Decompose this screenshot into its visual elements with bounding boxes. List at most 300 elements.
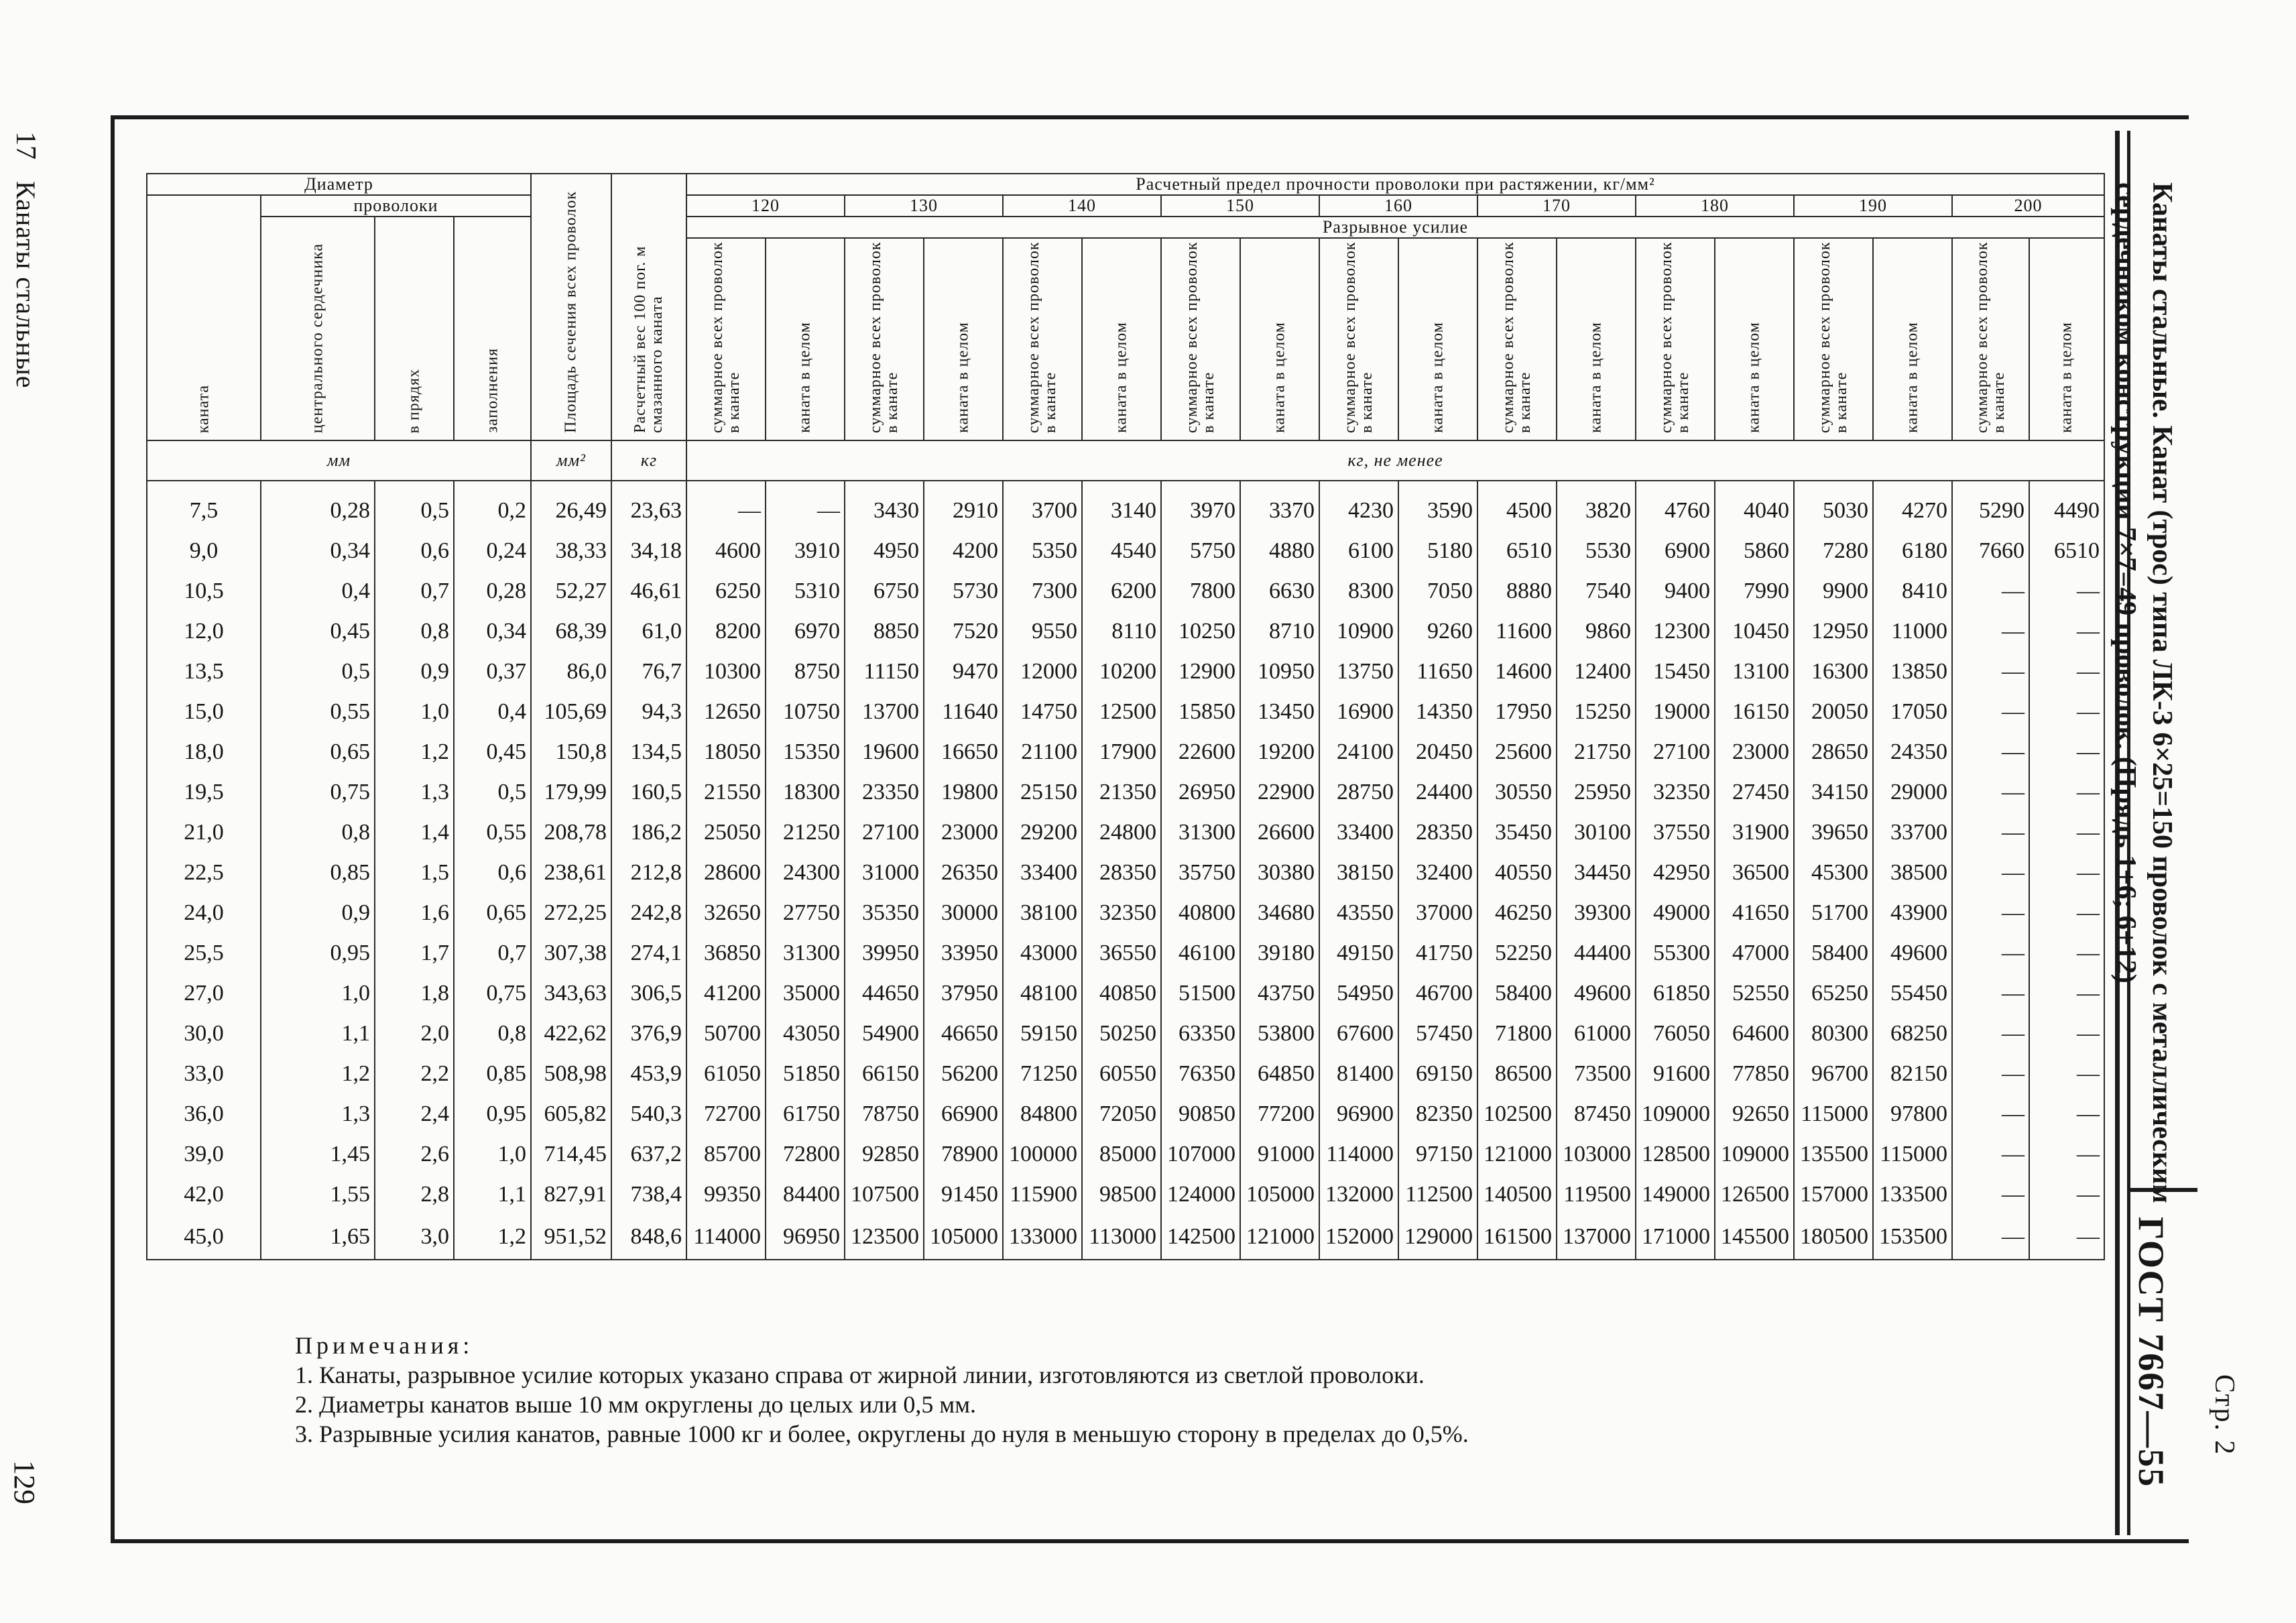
table-cell: 0,7 <box>375 571 454 611</box>
table-cell: 27100 <box>1636 732 1715 772</box>
table-cell: — <box>1952 732 2029 772</box>
table-row <box>147 611 2104 652</box>
table-cell: 114000 <box>686 1215 766 1260</box>
table-cell: 153500 <box>1873 1215 1952 1260</box>
table-cell: — <box>1952 772 2029 813</box>
unit-weight: кг <box>611 440 686 481</box>
table-cell: 64850 <box>1240 1054 1319 1094</box>
table-row <box>147 692 2104 732</box>
table-cell: — <box>2029 571 2104 611</box>
table-cell: 6510 <box>2029 531 2104 571</box>
table-cell: 3820 <box>1557 491 1636 531</box>
table-cell: 150,8 <box>531 732 611 772</box>
table-cell: — <box>2029 652 2104 692</box>
table-row <box>147 571 2104 611</box>
table-cell: 76050 <box>1636 1014 1715 1054</box>
header-whole-170: каната в целом <box>1557 238 1636 440</box>
table-cell: 8300 <box>1319 571 1398 611</box>
table-cell: 46,61 <box>611 571 686 611</box>
table-cell: 97800 <box>1873 1094 1952 1134</box>
header-diameter: Диаметр <box>147 174 531 195</box>
table-cell: 7520 <box>924 611 1003 652</box>
table-cell: 96950 <box>766 1215 845 1260</box>
table-cell: 32350 <box>1636 772 1715 813</box>
table-cell: 26,49 <box>531 491 611 531</box>
header-rope: каната <box>147 195 261 440</box>
table-cell: 12000 <box>1003 652 1082 692</box>
table-cell: 41750 <box>1398 933 1477 973</box>
table-cell: 27100 <box>845 813 924 853</box>
table-cell: 31900 <box>1715 813 1794 853</box>
table-cell: — <box>2029 1215 2104 1260</box>
table-cell: 77200 <box>1240 1094 1319 1134</box>
header-gap <box>147 481 2104 491</box>
table-cell: 3970 <box>1161 491 1240 531</box>
table-cell: 0,9 <box>375 652 454 692</box>
table-cell: 42,0 <box>147 1175 261 1215</box>
header-whole-130: каната в целом <box>924 238 1003 440</box>
table-cell: — <box>2029 1094 2104 1134</box>
table-cell: 18,0 <box>147 732 261 772</box>
table-cell: 10950 <box>1240 652 1319 692</box>
table-cell: 27,0 <box>147 973 261 1014</box>
table-cell: 63350 <box>1161 1014 1240 1054</box>
table-cell: 738,4 <box>611 1175 686 1215</box>
table-cell: 8110 <box>1082 611 1161 652</box>
table-cell: 32400 <box>1398 853 1477 893</box>
table-cell: 208,78 <box>531 813 611 853</box>
table-cell: 24400 <box>1398 772 1477 813</box>
table-cell: — <box>1952 692 2029 732</box>
table-cell: 100000 <box>1003 1134 1082 1175</box>
table-cell: 0,8 <box>454 1014 531 1054</box>
table-cell: — <box>1952 893 2029 933</box>
table-cell: 42950 <box>1636 853 1715 893</box>
table-cell: 0,95 <box>261 933 375 973</box>
table-cell: 43000 <box>1003 933 1082 973</box>
table-cell: 84400 <box>766 1175 845 1215</box>
table-cell: 12650 <box>686 692 766 732</box>
table-cell: 25150 <box>1003 772 1082 813</box>
table-cell: 109000 <box>1715 1134 1794 1175</box>
table-cell: 26350 <box>924 853 1003 893</box>
table-cell: 80300 <box>1794 1014 1873 1054</box>
table-cell: 133000 <box>1003 1215 1082 1260</box>
table-row <box>147 813 2104 853</box>
table-cell: — <box>2029 692 2104 732</box>
table-cell: — <box>1952 1054 2029 1094</box>
table-cell: 6510 <box>1477 531 1557 571</box>
table-cell: 30,0 <box>147 1014 261 1054</box>
table-cell: 33950 <box>924 933 1003 973</box>
table-cell: 34150 <box>1794 772 1873 813</box>
table-cell: — <box>1952 1175 2029 1215</box>
table-cell: — <box>2029 1175 2104 1215</box>
table-cell: 11000 <box>1873 611 1952 652</box>
table-cell: 0,85 <box>261 853 375 893</box>
table-cell: 26950 <box>1161 772 1240 813</box>
table-cell: 14350 <box>1398 692 1477 732</box>
header-whole-150: каната в целом <box>1240 238 1319 440</box>
table-cell: 24100 <box>1319 732 1398 772</box>
table-cell: 3700 <box>1003 491 1082 531</box>
header-sum-180: суммарное всех проволок в канате <box>1636 238 1715 440</box>
table-cell: 61750 <box>766 1094 845 1134</box>
header-sum-120: суммарное всех проволок в канате <box>686 238 766 440</box>
table-cell: — <box>1952 813 2029 853</box>
folio-number: 129 <box>8 1460 41 1504</box>
table-row <box>147 893 2104 933</box>
table-cell: 39,0 <box>147 1134 261 1175</box>
table-cell: 12950 <box>1794 611 1873 652</box>
strength-160: 160 <box>1319 195 1477 217</box>
table-cell: 52250 <box>1477 933 1557 973</box>
table-cell: 7990 <box>1715 571 1794 611</box>
table-cell: 9900 <box>1794 571 1873 611</box>
table-cell: 115900 <box>1003 1175 1082 1215</box>
table-cell: 6250 <box>686 571 766 611</box>
table-cell: 99350 <box>686 1175 766 1215</box>
table-cell: 2,2 <box>375 1054 454 1094</box>
table-cell: 1,6 <box>375 893 454 933</box>
header-sum-190: суммарное всех проволок в канате <box>1794 238 1873 440</box>
table-cell: 1,2 <box>375 732 454 772</box>
table-cell: 5750 <box>1161 531 1240 571</box>
table-cell: 105000 <box>1240 1175 1319 1215</box>
table-cell: 49600 <box>1873 933 1952 973</box>
header-area: Площадь сечения всех проволок <box>531 174 611 440</box>
table-cell: 50700 <box>686 1014 766 1054</box>
strength-130: 130 <box>845 195 1003 217</box>
table-cell: 114000 <box>1319 1134 1398 1175</box>
table-cell: 0,45 <box>261 611 375 652</box>
table-cell: 9260 <box>1398 611 1477 652</box>
table-cell: 85000 <box>1082 1134 1161 1175</box>
table-cell: 5730 <box>924 571 1003 611</box>
table-cell: 77850 <box>1715 1054 1794 1094</box>
table-cell: 540,3 <box>611 1094 686 1134</box>
table-cell: 41650 <box>1715 893 1794 933</box>
header-sum-150: суммарное всех проволок в канате <box>1161 238 1240 440</box>
table-cell: 1,2 <box>454 1215 531 1260</box>
table-cell: 15350 <box>766 732 845 772</box>
table-cell: 25050 <box>686 813 766 853</box>
table-cell: 105000 <box>924 1215 1003 1260</box>
table-cell: — <box>766 491 845 531</box>
table-cell: 43550 <box>1319 893 1398 933</box>
header-wire: проволоки <box>261 195 531 217</box>
table-cell: 14750 <box>1003 692 1082 732</box>
table-cell: 46650 <box>924 1014 1003 1054</box>
table-cell: — <box>2029 1054 2104 1094</box>
table-cell: 22,5 <box>147 853 261 893</box>
table-cell: 10300 <box>686 652 766 692</box>
table-cell: — <box>1952 1094 2029 1134</box>
document-title: Канаты стальные. Канат (трос) типа ЛК-З 6×25=150 проволок с металлическим сердечником конструкции 7×7=49 проволок. (Прядь 1+6; 6+12) <box>2110 182 2177 1203</box>
table-cell: 72800 <box>766 1134 845 1175</box>
header-sum-170: суммарное всех проволок в канате <box>1477 238 1557 440</box>
table-cell: 0,95 <box>454 1094 531 1134</box>
table-cell: 20050 <box>1794 692 1873 732</box>
table-cell: 36550 <box>1082 933 1161 973</box>
table-cell: 6200 <box>1082 571 1161 611</box>
table-cell: 20450 <box>1398 732 1477 772</box>
table-cell: 0,34 <box>261 531 375 571</box>
table-cell: 39300 <box>1557 893 1636 933</box>
table-cell: 98500 <box>1082 1175 1161 1215</box>
table-cell: 7540 <box>1557 571 1636 611</box>
table-cell: 115000 <box>1873 1134 1952 1175</box>
table-cell: 13850 <box>1873 652 1952 692</box>
table-cell: 45300 <box>1794 853 1873 893</box>
table-cell: 0,75 <box>261 772 375 813</box>
table-cell: — <box>1952 853 2029 893</box>
table-cell: 605,82 <box>531 1094 611 1134</box>
table-cell: 453,9 <box>611 1054 686 1094</box>
table-cell: 9860 <box>1557 611 1636 652</box>
table-cell: 5860 <box>1715 531 1794 571</box>
table-cell: 91450 <box>924 1175 1003 1215</box>
table-cell: 50250 <box>1082 1014 1161 1054</box>
table-cell: 186,2 <box>611 813 686 853</box>
table-cell: 107500 <box>845 1175 924 1215</box>
table-row <box>147 1134 2104 1175</box>
rope-strength-table <box>146 173 2105 1260</box>
table-cell: 135500 <box>1794 1134 1873 1175</box>
table-cell: 21550 <box>686 772 766 813</box>
table-cell: 112500 <box>1398 1175 1477 1215</box>
table-cell: 1,3 <box>375 772 454 813</box>
header-sum-130: суммарное всех проволок в канате <box>845 238 924 440</box>
table-cell: 212,8 <box>611 853 686 893</box>
table-cell: 128500 <box>1636 1134 1715 1175</box>
table-row <box>147 772 2104 813</box>
table-cell: 64600 <box>1715 1014 1794 1054</box>
table-cell: 102500 <box>1477 1094 1557 1134</box>
table-cell: 11600 <box>1477 611 1557 652</box>
table-cell: 35750 <box>1161 853 1240 893</box>
table-cell: 2,0 <box>375 1014 454 1054</box>
table-cell: 1,0 <box>375 692 454 732</box>
note-item: 1. Канаты, разрывное усилие которых указано справа от жирной линии, изготовляются из светлой проволоки. <box>295 1362 1425 1388</box>
table-row <box>147 933 2104 973</box>
table-cell: 94,3 <box>611 692 686 732</box>
table-cell: 3370 <box>1240 491 1319 531</box>
table-cell: 61850 <box>1636 973 1715 1014</box>
table-cell: 9550 <box>1003 611 1082 652</box>
table-cell: 58400 <box>1477 973 1557 1014</box>
unit-mm: мм <box>147 440 531 481</box>
table-cell: 0,55 <box>261 692 375 732</box>
note-item: 2. Диаметры канатов выше 10 мм округлены до целых или 0,5 мм. <box>295 1391 976 1418</box>
table-cell: 6630 <box>1240 571 1319 611</box>
table-cell: 11650 <box>1398 652 1477 692</box>
table-cell: 34450 <box>1557 853 1636 893</box>
table-cell: 1,0 <box>261 973 375 1014</box>
table-cell: 123500 <box>845 1215 924 1260</box>
table-cell: 21100 <box>1003 732 1082 772</box>
table-cell: 7050 <box>1398 571 1477 611</box>
table-cell: 34680 <box>1240 893 1319 933</box>
table-cell: 49600 <box>1557 973 1636 1014</box>
table-cell: 36,0 <box>147 1094 261 1134</box>
table-cell: 43750 <box>1240 973 1319 1014</box>
table-cell: 29200 <box>1003 813 1082 853</box>
table-cell: 61,0 <box>611 611 686 652</box>
table-cell: 4500 <box>1477 491 1557 531</box>
table-cell: 96700 <box>1794 1054 1873 1094</box>
table-cell: 160,5 <box>611 772 686 813</box>
table-cell: 7300 <box>1003 571 1082 611</box>
table-cell: 32350 <box>1082 893 1161 933</box>
table-cell: 30550 <box>1477 772 1557 813</box>
table-cell: — <box>1952 611 2029 652</box>
table-cell: 18300 <box>766 772 845 813</box>
table-cell: 1,65 <box>261 1215 375 1260</box>
table-row <box>147 732 2104 772</box>
section-title: Канаты стальные <box>11 181 41 389</box>
table-cell: 45,0 <box>147 1215 261 1260</box>
header-whole-200: каната в целом <box>2029 238 2104 440</box>
table-cell: 0,5 <box>261 652 375 692</box>
table-cell: 0,6 <box>454 853 531 893</box>
table-cell: 14600 <box>1477 652 1557 692</box>
table-cell: 8200 <box>686 611 766 652</box>
table-cell: 27750 <box>766 893 845 933</box>
table-cell: 30100 <box>1557 813 1636 853</box>
table-cell: 508,98 <box>531 1054 611 1094</box>
table-cell: 7280 <box>1794 531 1873 571</box>
table-cell: 17900 <box>1082 732 1161 772</box>
table-cell: 86,0 <box>531 652 611 692</box>
table-cell: 41200 <box>686 973 766 1014</box>
table-cell: 0,6 <box>375 531 454 571</box>
table-cell: 343,63 <box>531 973 611 1014</box>
header-sum-160: суммарное всех проволок в канате <box>1319 238 1398 440</box>
strength-170: 170 <box>1477 195 1636 217</box>
table-cell: 37000 <box>1398 893 1477 933</box>
strength-150: 150 <box>1161 195 1319 217</box>
table-cell: 17050 <box>1873 692 1952 732</box>
table-cell: 46100 <box>1161 933 1240 973</box>
table-cell: 13750 <box>1319 652 1398 692</box>
table-cell: 43050 <box>766 1014 845 1054</box>
table-cell: 57450 <box>1398 1014 1477 1054</box>
table-cell: 54950 <box>1319 973 1398 1014</box>
table-cell: 2,6 <box>375 1134 454 1175</box>
table-cell: 8880 <box>1477 571 1557 611</box>
table-cell: 11150 <box>845 652 924 692</box>
table-cell: 78900 <box>924 1134 1003 1175</box>
table-cell: 31300 <box>766 933 845 973</box>
table-cell: 76,7 <box>611 652 686 692</box>
table-cell: 32650 <box>686 893 766 933</box>
table-cell: 1,8 <box>375 973 454 1014</box>
table-cell: — <box>2029 732 2104 772</box>
table-cell: 1,4 <box>375 813 454 853</box>
table-cell: 76350 <box>1161 1054 1240 1094</box>
table-cell: 422,62 <box>531 1014 611 1054</box>
table-cell: 16300 <box>1794 652 1873 692</box>
table-cell: — <box>2029 1134 2104 1175</box>
table-cell: 34,18 <box>611 531 686 571</box>
header-sum-140: суммарное всех проволок в канате <box>1003 238 1082 440</box>
table-row <box>147 491 2104 531</box>
table-cell: — <box>1952 1215 2029 1260</box>
table-body <box>147 491 2104 1260</box>
table-cell: 26600 <box>1240 813 1319 853</box>
table-cell: 121000 <box>1240 1215 1319 1260</box>
table-cell: 40550 <box>1477 853 1557 893</box>
header-fill: заполнения <box>454 217 531 440</box>
table-cell: 113000 <box>1082 1215 1161 1260</box>
notes-heading: Примечания: <box>295 1332 474 1359</box>
table-cell: 68,39 <box>531 611 611 652</box>
table-cell: 31000 <box>845 853 924 893</box>
table-cell: 0,4 <box>261 571 375 611</box>
table-cell: 827,91 <box>531 1175 611 1215</box>
table-cell: 23,63 <box>611 491 686 531</box>
table-cell: 4230 <box>1319 491 1398 531</box>
table-cell: 52,27 <box>531 571 611 611</box>
table-cell: 24,0 <box>147 893 261 933</box>
page-number: 17 <box>10 131 41 160</box>
table-cell: 19200 <box>1240 732 1319 772</box>
table-cell: 4760 <box>1636 491 1715 531</box>
table-cell: 9400 <box>1636 571 1715 611</box>
table-cell: 17950 <box>1477 692 1557 732</box>
header-whole-120: каната в целом <box>766 238 845 440</box>
table-cell: 33400 <box>1003 853 1082 893</box>
table-cell: 714,45 <box>531 1134 611 1175</box>
table-cell: 22600 <box>1161 732 1240 772</box>
table-cell: 7,5 <box>147 491 261 531</box>
table-cell: 6900 <box>1636 531 1715 571</box>
table-cell: 3,0 <box>375 1215 454 1260</box>
table-cell: 4600 <box>686 531 766 571</box>
table-cell: 119500 <box>1557 1175 1636 1215</box>
table-cell: 180500 <box>1794 1215 1873 1260</box>
strength-140: 140 <box>1003 195 1161 217</box>
table-cell: 53800 <box>1240 1014 1319 1054</box>
table-cell: 49000 <box>1636 893 1715 933</box>
table-cell: 2910 <box>924 491 1003 531</box>
table-cell: 637,2 <box>611 1134 686 1175</box>
table-cell: 12900 <box>1161 652 1240 692</box>
table-cell: — <box>1952 1134 2029 1175</box>
table-cell: 3590 <box>1398 491 1477 531</box>
table-cell: 15250 <box>1557 692 1636 732</box>
header-breaking-force: Разрывное усилие <box>686 217 2104 238</box>
table-cell: 68250 <box>1873 1014 1952 1054</box>
table-cell: 157000 <box>1794 1175 1873 1215</box>
table-cell: 30000 <box>924 893 1003 933</box>
unit-area: мм² <box>531 440 611 481</box>
table-cell: 0,45 <box>454 732 531 772</box>
table-cell: 126500 <box>1715 1175 1794 1215</box>
table-cell: 46700 <box>1398 973 1477 1014</box>
table-cell: 30380 <box>1240 853 1319 893</box>
table-cell: 21750 <box>1557 732 1636 772</box>
header-whole-190: каната в целом <box>1873 238 1952 440</box>
table-cell: 60550 <box>1082 1054 1161 1094</box>
table-cell: 21350 <box>1082 772 1161 813</box>
table-row <box>147 652 2104 692</box>
table-cell: 35000 <box>766 973 845 1014</box>
table-cell: — <box>1952 652 2029 692</box>
table-cell: 49150 <box>1319 933 1398 973</box>
table-header <box>147 174 2104 491</box>
